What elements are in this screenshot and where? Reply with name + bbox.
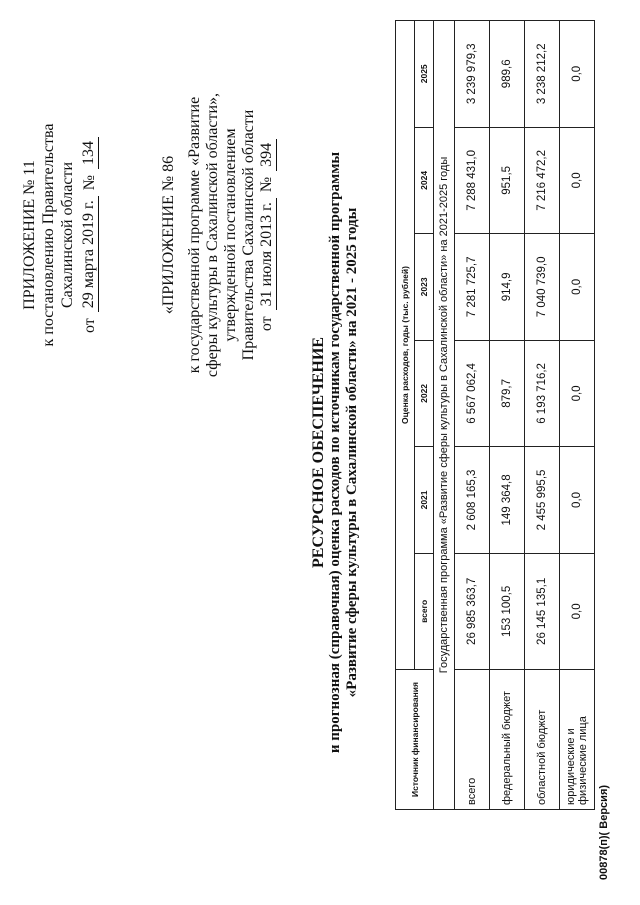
annex-from: от [81,318,98,333]
annex-line-1: к постановлению Правительства [40,123,57,347]
row-value: 2 608 165,3 [455,447,490,554]
header-estimate: Оценка расходов, годы (тыс. рублей) [396,21,415,670]
row-value: 2 455 995,5 [525,447,560,554]
row-value: 7 288 431,0 [455,127,490,234]
annex2-line-1: к государственной программе «Развитие [186,96,203,374]
annex-dateline [79,70,99,400]
row-value: 3 239 979,3 [455,21,490,128]
row-value: 7 040 739,0 [525,234,560,341]
header-year: 2024 [415,127,434,234]
row-value: 0,0 [560,340,595,447]
table-row [525,21,560,810]
annex-block [20,70,99,400]
annex-number: 134 [79,137,99,169]
annex2-date: 31 июля 2013 г. [258,198,277,310]
annex2-line-3: утвержденной постановлением [222,128,239,342]
row-value: 26 145 135,1 [525,553,560,669]
annex-num-label: № [81,175,98,191]
row-value: 26 985 363,7 [455,553,490,669]
document-heading [310,0,361,905]
annex-title: ПРИЛОЖЕНИЕ № 11 [21,160,38,310]
header-year: всего [415,553,434,669]
row-value: 3 238 212,2 [525,21,560,128]
annex2-number: 394 [258,139,277,171]
header-year: 2025 [415,21,434,128]
heading-line-2: и прогнозная (справочная) оценка расходов по источникам государственной программы [327,151,343,754]
program-row: Государственная программа «Развитие сферы культуры в Сахалинской области» на 2021-2025 годы [434,21,455,810]
row-value: 149 364,8 [490,447,525,554]
row-source: федеральный бюджет [490,670,525,810]
row-value: 0,0 [560,553,595,669]
row-source: юридические и физические лица [560,670,595,810]
header-year: 2023 [415,234,434,341]
resource-table [395,20,595,810]
row-value: 989,6 [490,21,525,128]
table-row [560,21,595,810]
row-value: 7 281 725,7 [455,234,490,341]
annex2-line-2: сферы культуры в Сахалинской области», [204,92,221,378]
row-source: всего [455,670,490,810]
row-value: 951,5 [490,127,525,234]
heading-line-1: РЕСУРСНОЕ ОБЕСПЕЧЕНИЕ [310,337,327,568]
row-value: 0,0 [560,21,595,128]
annex2-from: от [258,316,275,332]
row-value: 0,0 [560,447,595,554]
annex2-line-4: Правительства Сахалинской области [240,109,257,361]
row-value: 879,7 [490,340,525,447]
header-year: 2022 [415,340,434,447]
row-source: областной бюджет [525,670,560,810]
row-value: 7 216 472,2 [525,127,560,234]
row-value: 0,0 [560,234,595,341]
row-value: 6 193 716,2 [525,340,560,447]
row-value: 153 100,5 [490,553,525,669]
footer-version: 00878(п)( Версия) [598,784,610,880]
annex2-block [160,70,277,400]
row-value: 6 567 062,4 [455,340,490,447]
table-row [455,21,490,810]
annex2-dateline [258,70,277,400]
row-value: 914,9 [490,234,525,341]
annex2-title: «ПРИЛОЖЕНИЕ № 86 [160,155,177,315]
table-row [490,21,525,810]
heading-line-3: «Развитие сферы культуры в Сахалинской области» на 2021 - 2025 годы [344,207,360,698]
header-year: 2021 [415,447,434,554]
header-source: Источник финансирования [396,670,434,810]
row-value: 0,0 [560,127,595,234]
annex-date: 29 марта 2019 г. [79,196,99,312]
annex-line-2: Сахалинской области [59,161,76,309]
annex2-num-label: № [258,176,275,193]
